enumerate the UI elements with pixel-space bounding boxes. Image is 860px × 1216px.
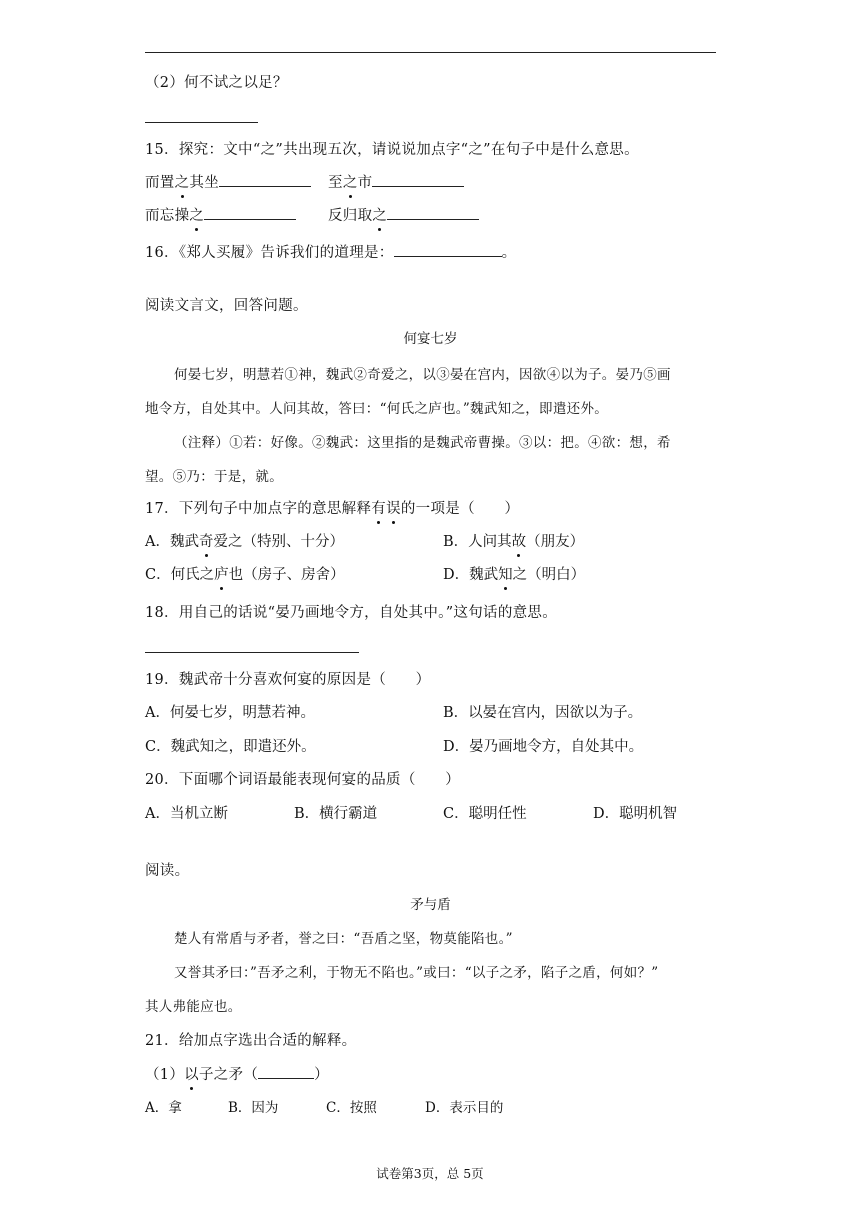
q19-option-d[interactable]: D．晏乃画地令方，自处其中。: [443, 739, 644, 755]
reading1-note1: （注释）①若：好像。②魏武：这里指的是魏武帝曹操。③以：把。④欲：想，希: [174, 435, 671, 451]
q20-option-a[interactable]: A．当机立断: [145, 806, 228, 822]
reading1-line2: 地令方，自处其中。人问其故，答曰：“何氏之庐也。”魏武知之，即遣还外。: [145, 401, 609, 417]
q21-option-d[interactable]: D．表示目的: [425, 1100, 504, 1116]
q19-option-c[interactable]: C．魏武知之，即遣还外。: [145, 739, 316, 755]
q18-stem: 18．用自己的话说“晏乃画地令方，自处其中。”这句话的意思。: [145, 605, 558, 621]
q16-blank[interactable]: [394, 242, 502, 257]
reading2-line3: 其人弗能应也。: [145, 999, 242, 1015]
q21-sub1-blank[interactable]: [258, 1064, 314, 1079]
q17-option-d[interactable]: D．魏武知之（明白）: [443, 567, 586, 583]
q20-option-b[interactable]: B．横行霸道: [294, 806, 378, 822]
q14-sub2: （2）何不试之以足？: [145, 75, 288, 91]
dotted-char: 庐: [214, 567, 229, 583]
q21-option-b[interactable]: B．因为: [228, 1100, 279, 1116]
dotted-char: 奇: [198, 534, 214, 550]
q21-option-a[interactable]: A．拿: [145, 1100, 182, 1116]
q19-option-b[interactable]: B．以晏在宫内，因欲以为子。: [443, 705, 643, 721]
q17-stem: 17．下列句子中加点字的意思解释有误的一项是（ ）: [145, 501, 520, 517]
reading2-line1: 楚人有常盾与矛者，誉之曰：“吾盾之坚，物莫能陷也。”: [174, 931, 513, 947]
page-footer: 试卷第3页，总 5页: [376, 1166, 484, 1181]
dotted-char: 故: [511, 534, 527, 550]
dotted-char: 误: [386, 501, 401, 517]
q15-item-2: 至之市: [328, 172, 464, 193]
q20-stem: 20．下面哪个词语最能表现何宴的品质（ ）: [145, 772, 461, 788]
reading2-line2: 又誉其矛曰：”吾矛之利，于物无不陷也。”或曰：“以子之矛，陷子之盾，何如？”: [174, 965, 659, 981]
q19-stem: 19．魏武帝十分喜欢何宴的原因是（ ）: [145, 672, 431, 688]
reading1-note2: 望。⑤乃：于是，就。: [145, 469, 283, 485]
dotted-char: 以: [184, 1067, 199, 1083]
reading2-title: 矛与盾: [410, 897, 451, 913]
q15-item-3: 而忘操之: [145, 205, 296, 226]
q15-blank-1[interactable]: [219, 172, 311, 187]
q19-option-a[interactable]: A．何晏七岁，明慧若神。: [145, 705, 315, 721]
header-rule: [145, 52, 716, 53]
q17-option-b[interactable]: B．人问其故（朋友）: [443, 534, 585, 550]
reading1-title: 何宴七岁: [403, 331, 458, 347]
q17-option-c[interactable]: C．何氏之庐也（房子、房舍）: [145, 567, 345, 583]
q15-blank-2[interactable]: [372, 172, 464, 187]
reading1-intro: 阅读文言文，回答问题。: [145, 298, 308, 314]
q15-item-1: 而置之其坐: [145, 172, 311, 193]
q15-blank-4[interactable]: [387, 205, 479, 220]
dotted-char: 之: [189, 208, 205, 224]
reading1-line1: 何晏七岁，明慧若①神，魏武②奇爱之，以③晏在宫内，因欲④以为子。晏乃⑤画: [174, 367, 671, 383]
q15-item-4: 反归取之: [328, 205, 479, 226]
q17-option-a[interactable]: A．魏武奇爱之（特别、十分）: [145, 534, 344, 550]
q15-stem: 15．探究：文中“之”共出现五次，请说说加点字“之”在句子中是什么意思。: [145, 142, 639, 158]
dotted-char: 知: [498, 567, 513, 583]
q16: 16．《郑人买履》告诉我们的道理是： 。: [145, 242, 516, 263]
q21-sub1: （1）以子之矛（ ）: [145, 1064, 329, 1085]
q21-stem: 21．给加点字选出合适的解释。: [145, 1033, 357, 1049]
reading2-intro: 阅读。: [145, 863, 190, 879]
dotted-char: 之: [372, 208, 388, 224]
dotted-char: 有: [371, 501, 387, 517]
q14-answer-blank[interactable]: [145, 122, 258, 123]
dotted-char: 之: [174, 175, 190, 191]
q18-answer-blank[interactable]: [145, 652, 359, 653]
dotted-char: 之: [342, 175, 358, 191]
q20-option-d[interactable]: D．聪明机智: [593, 806, 678, 822]
q21-option-c[interactable]: C．按照: [326, 1100, 377, 1116]
q15-blank-3[interactable]: [204, 205, 296, 220]
q20-option-c[interactable]: C．聪明任性: [443, 806, 527, 822]
